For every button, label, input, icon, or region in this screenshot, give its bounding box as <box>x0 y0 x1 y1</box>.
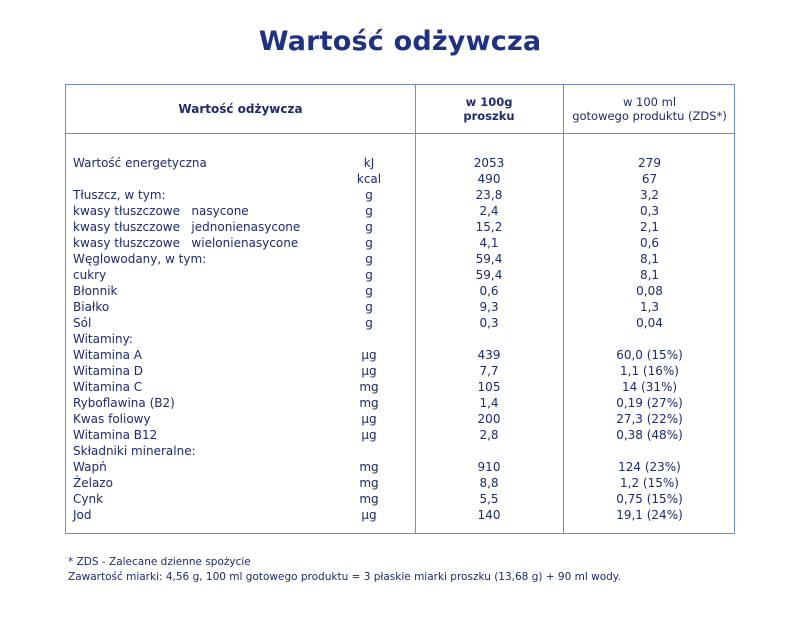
nutrient-unit: mg <box>359 380 379 394</box>
header-per-100g <box>415 85 563 133</box>
value-per-100ml: 279 <box>638 156 661 170</box>
value-per-100g: 59,4 <box>475 268 503 282</box>
nutrient-name: cukry <box>73 268 107 282</box>
nutrient-unit: µg <box>361 364 377 378</box>
value-per-100g: 5,5 <box>479 492 499 506</box>
header-nutrient-label: Wartość odżywcza <box>178 102 303 116</box>
table-row <box>66 379 736 395</box>
value-per-100ml: 0,04 <box>636 316 663 330</box>
value-per-100g: 9,3 <box>479 300 499 314</box>
nutrient-unit: mg <box>359 460 379 474</box>
value-per-100ml: 8,1 <box>639 252 660 266</box>
value-per-100g: 8,8 <box>479 476 499 490</box>
table-body <box>66 155 736 523</box>
nutrient-name: Ryboflawina (B2) <box>73 396 175 410</box>
value-per-100g: 1,4 <box>479 396 499 410</box>
header-per-100ml-line1: w 100 ml <box>622 95 677 109</box>
value-per-100ml: 14 (31%) <box>621 380 678 394</box>
nutrient-name: Kwas foliowy <box>73 412 151 426</box>
nutrient-name: Witaminy: <box>73 332 133 346</box>
nutrient-unit: g <box>365 204 373 218</box>
nutrient-unit: g <box>365 268 373 282</box>
table-row <box>66 251 736 267</box>
table-row <box>66 443 736 459</box>
value-per-100ml: 0,08 <box>636 284 663 298</box>
value-per-100g: 7,7 <box>479 364 499 378</box>
value-per-100g: 490 <box>477 172 501 186</box>
header-per-100ml-line2: gotowego produktu (ZDS*) <box>572 109 727 123</box>
nutrient-name: kwasy tłuszczowe jednonienasycone <box>73 220 301 234</box>
value-per-100g: 2,4 <box>479 204 499 218</box>
nutrient-name: Witamina B12 <box>73 428 158 442</box>
nutrient-name: Cynk <box>73 492 104 506</box>
nutrient-unit: g <box>365 252 373 266</box>
value-per-100ml: 0,6 <box>639 236 660 250</box>
value-per-100g: 140 <box>477 508 501 522</box>
footnote-scoop: Zawartość miarki: 4,56 g, 100 ml gotowego produktu = 3 płaskie miarki proszku (13,68 g) + 90 ml wody. <box>68 571 621 583</box>
header-per-100g-line2: proszku <box>463 109 515 123</box>
value-per-100g: 59,4 <box>475 252 503 266</box>
nutrient-name: Żelazo <box>73 476 113 490</box>
value-per-100g: 105 <box>477 380 501 394</box>
value-per-100ml: 0,19 (27%) <box>616 396 683 410</box>
nutrition-table <box>65 84 735 534</box>
table-row <box>66 267 736 283</box>
nutrient-unit: mg <box>359 476 379 490</box>
nutrient-name: Witamina D <box>73 364 144 378</box>
nutrient-name: Tłuszcz, w tym: <box>73 188 166 202</box>
nutrient-unit: kJ <box>363 156 375 170</box>
table-row <box>66 395 736 411</box>
value-per-100g: 4,1 <box>479 236 499 250</box>
nutrient-unit: g <box>365 188 373 202</box>
page-title: Wartość odżywcza <box>258 26 542 57</box>
nutrient-name: Wartość energetyczna <box>73 156 207 170</box>
header-per-100g-line1: w 100g <box>465 95 513 109</box>
footnote-zds: * ZDS - Zalecane dzienne spożycie <box>68 556 251 568</box>
nutrient-name: Sól <box>73 316 92 330</box>
nutrient-unit: g <box>365 316 373 330</box>
value-per-100ml: 2,1 <box>639 220 660 234</box>
nutrient-name: Witamina A <box>73 348 142 362</box>
nutrient-unit: µg <box>361 508 377 522</box>
value-per-100g: 23,8 <box>475 188 503 202</box>
table-row <box>66 315 736 331</box>
value-per-100g: 0,3 <box>479 316 499 330</box>
value-per-100ml: 19,1 (24%) <box>616 508 683 522</box>
value-per-100ml: 1,1 (16%) <box>620 364 679 378</box>
table-row <box>66 475 736 491</box>
table-row <box>66 331 736 347</box>
table-row <box>66 507 736 523</box>
value-per-100g: 910 <box>477 460 501 474</box>
table-row <box>66 491 736 507</box>
value-per-100ml: 3,2 <box>639 188 660 202</box>
nutrient-name: Wapń <box>73 460 107 474</box>
value-per-100ml: 1,3 <box>639 300 660 314</box>
value-per-100ml: 27,3 (22%) <box>616 412 683 426</box>
value-per-100ml: 0,3 <box>639 204 660 218</box>
nutrient-unit: g <box>365 300 373 314</box>
nutrient-name: kwasy tłuszczowe wielonienasycone <box>73 236 299 250</box>
nutrient-name: Składniki mineralne: <box>73 444 196 458</box>
header-divider <box>66 133 734 134</box>
table-row <box>66 299 736 315</box>
value-per-100ml: 60,0 (15%) <box>616 348 683 362</box>
value-per-100g: 439 <box>477 348 501 362</box>
header-nutrient <box>66 85 415 133</box>
table-row <box>66 363 736 379</box>
table-row <box>66 459 736 475</box>
value-per-100g: 0,6 <box>479 284 499 298</box>
value-per-100ml: 124 (23%) <box>618 460 681 474</box>
table-row <box>66 187 736 203</box>
value-per-100ml: 0,38 (48%) <box>616 428 683 442</box>
table-row <box>66 347 736 363</box>
nutrient-unit: µg <box>361 348 377 362</box>
value-per-100ml: 1,2 (15%) <box>620 476 679 490</box>
nutrient-unit: kcal <box>356 172 382 186</box>
header-per-100ml <box>563 85 736 133</box>
table-row <box>66 171 736 187</box>
nutrient-unit: µg <box>361 412 377 426</box>
nutrient-name: Węglowodany, w tym: <box>73 252 207 266</box>
value-per-100g: 200 <box>477 412 501 426</box>
nutrient-unit: mg <box>359 396 379 410</box>
nutrient-name: Białko <box>73 300 110 314</box>
nutrient-unit: g <box>365 236 373 250</box>
value-per-100ml: 67 <box>641 172 658 186</box>
table-row <box>66 411 736 427</box>
nutrient-name: Błonnik <box>73 284 118 298</box>
nutrient-name: Jod <box>73 508 92 522</box>
value-per-100g: 15,2 <box>475 220 503 234</box>
nutrient-unit: µg <box>361 428 377 442</box>
nutrient-name: kwasy tłuszczowe nasycone <box>73 204 249 218</box>
table-row <box>66 203 736 219</box>
table-row <box>66 219 736 235</box>
nutrient-name: Witamina C <box>73 380 143 394</box>
table-row <box>66 235 736 251</box>
value-per-100ml: 8,1 <box>639 268 660 282</box>
table-row <box>66 427 736 443</box>
nutrient-unit: mg <box>359 492 379 506</box>
nutrient-unit: g <box>365 284 373 298</box>
value-per-100g: 2053 <box>473 156 505 170</box>
value-per-100g: 2,8 <box>479 428 499 442</box>
table-row <box>66 155 736 171</box>
value-per-100ml: 0,75 (15%) <box>616 492 683 506</box>
table-row <box>66 283 736 299</box>
nutrient-unit: g <box>365 220 373 234</box>
